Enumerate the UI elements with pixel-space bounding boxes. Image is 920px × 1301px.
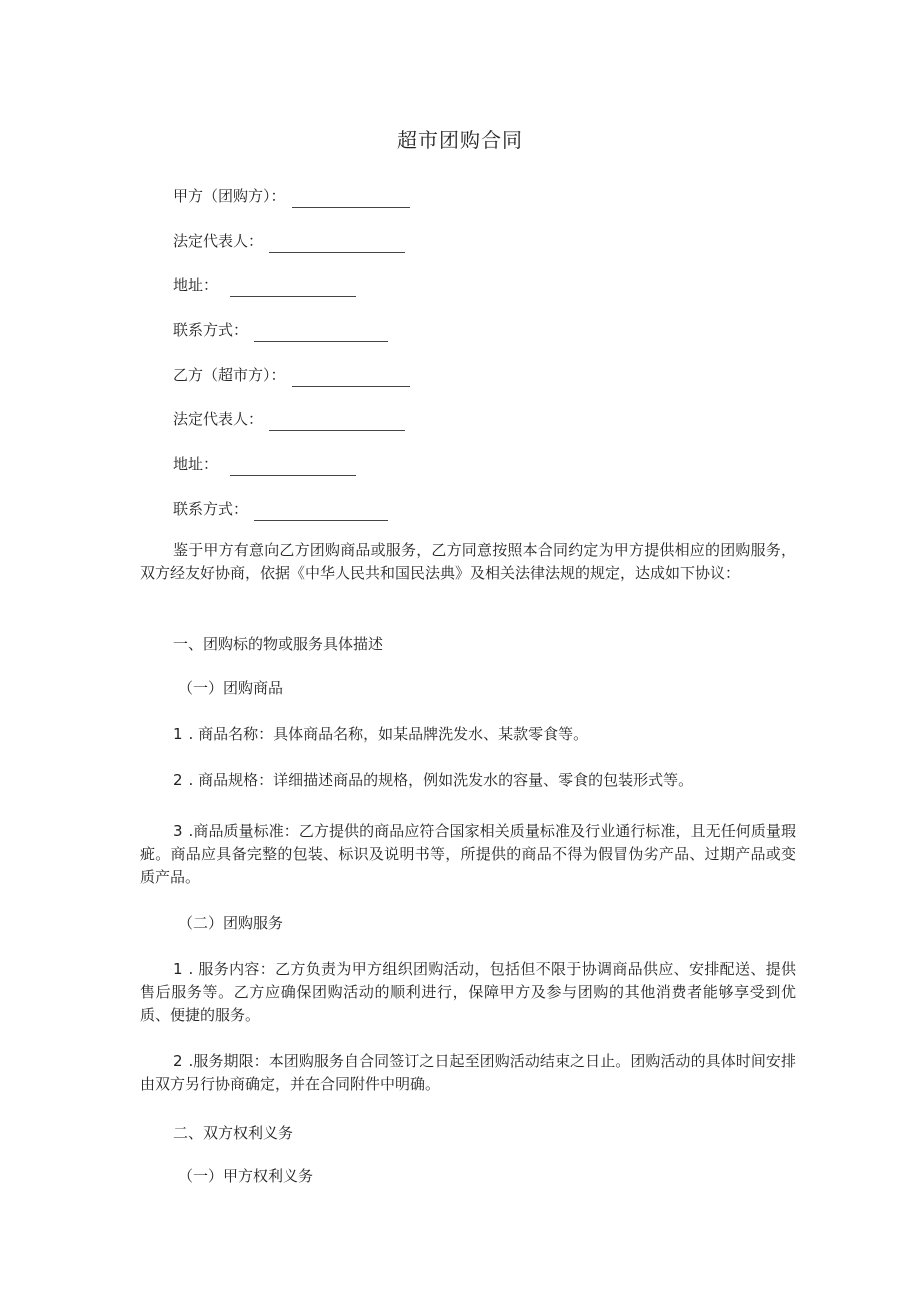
goods-item-2-text: . 商品规格：详细描述商品的规格，例如洗发水的容量、零食的包装形式等。 (188, 771, 694, 789)
party-a-rep-label: 法定代表人： (173, 232, 264, 250)
party-b-rep-blank (269, 412, 405, 431)
party-b-contact-line (173, 497, 388, 521)
preamble-paragraph: 鉴于甲方有意向乙方团购商品或服务，乙方同意按照本合同约定为甲方提供相应的团购服务，双方经友好协商，依据《中华人民共和国民法典》及相关法律法规的规定，达成如下协议： (140, 541, 796, 582)
party-b-contact-label: 联系方式： (173, 500, 249, 518)
party-b-rep-label: 法定代表人： (173, 410, 264, 428)
service-item-2-number: 2 (173, 1052, 183, 1070)
document-title: 超市团购合同 (397, 128, 523, 152)
goods-item-3-text: .商品质量标准：乙方提供的商品应符合国家相关质量标准及行业通行标准，且无任何质量瑕疵。商品应具备完整的包装、标识及说明书等，所提供的商品不得为假冒伪劣产品、过期产品或变质产品。 (140, 822, 796, 886)
service-item-2-text: .服务期限：本团购服务自合同签订之日起至团购活动结束之日止。团购活动的具体时间安排由双方另行协商确定，并在合同附件中明确。 (140, 1052, 796, 1093)
service-item-1-number: 1 (173, 960, 183, 978)
party-b-address-blank (230, 457, 356, 476)
party-a-contact-blank (254, 323, 388, 342)
goods-item-2-number: 2 (173, 771, 183, 789)
party-a-line (173, 184, 410, 208)
party-b-address-label: 地址： (173, 455, 219, 473)
service-item-2 (140, 1050, 796, 1096)
party-a-address-blank (230, 278, 356, 297)
party-a-address-label: 地址： (173, 276, 219, 294)
section-1-heading: 一、团购标的物或服务具体描述 (173, 635, 384, 653)
party-a-blank (292, 189, 410, 208)
goods-item-1-text: . 商品名称：具体商品名称，如某品牌洗发水、某款零食等。 (188, 725, 589, 743)
party-a-address-line (173, 273, 356, 297)
party-a-label: 甲方（团购方）： (173, 187, 286, 205)
party-b-label: 乙方（超市方）： (173, 366, 286, 384)
party-a-contact-line (173, 318, 388, 342)
goods-item-1-number: 1 (173, 725, 183, 743)
goods-item-3-number: 3 (173, 822, 183, 840)
section-2-sub-1-heading: （一）甲方权利义务 (178, 1167, 314, 1185)
service-item-1-text: . 服务内容：乙方负责为甲方组织团购活动，包括但不限于协调商品供应、安排配送、提供售后服务等。乙方应确保团购活动的顺利进行，保障甲方及参与团购的其他消费者能够享受到优质、便捷的服务。 (140, 960, 796, 1024)
party-b-rep-line (173, 407, 405, 431)
section-2-heading: 二、双方权利义务 (173, 1124, 294, 1142)
goods-item-1 (140, 723, 796, 746)
party-b-line (173, 363, 410, 387)
section-1-sub-1-heading: （一）团购商品 (178, 679, 284, 697)
goods-item-3 (140, 820, 796, 889)
party-a-contact-label: 联系方式： (173, 321, 249, 339)
party-a-rep-blank (269, 234, 405, 253)
service-item-1 (140, 958, 796, 1027)
goods-item-2 (140, 769, 796, 792)
party-a-rep-line (173, 229, 405, 253)
party-b-contact-blank (254, 502, 388, 521)
party-b-address-line (173, 452, 356, 476)
party-b-blank (292, 368, 410, 387)
section-1-sub-2-heading: （二）团购服务 (178, 914, 284, 932)
